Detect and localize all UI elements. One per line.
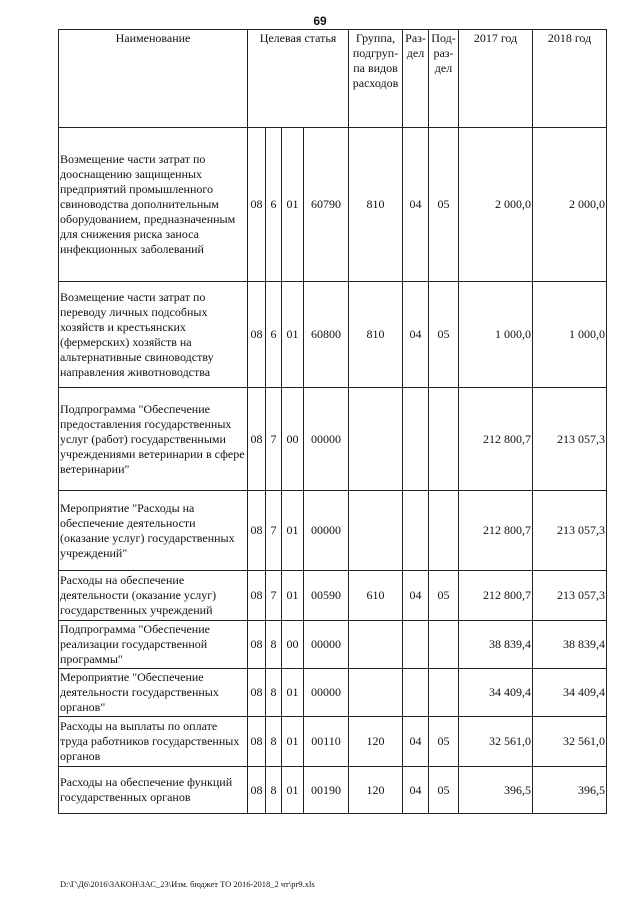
header-2017: 2017 год [459,30,533,128]
row-podrazdel [429,669,459,717]
row-target-direction: 00000 [304,388,349,491]
row-target-subprogram: 7 [266,491,282,571]
row-target-event: 01 [282,571,304,621]
header-name: Наименование [59,30,248,128]
row-razdel [403,669,429,717]
row-expense-group [349,491,403,571]
row-name: Расходы на выплаты по оплате труда работников государственных органов [59,717,248,767]
header-podrazdel: Под-раз-дел [429,30,459,128]
row-expense-group: 610 [349,571,403,621]
row-razdel [403,491,429,571]
row-amount-2018: 213 057,3 [533,388,607,491]
page-number: 69 [313,14,327,28]
row-target-program: 08 [248,669,266,717]
row-name: Мероприятие "Расходы на обеспечение деятельности (оказание услуг) государственных учреждений" [59,491,248,571]
row-amount-2018: 2 000,0 [533,128,607,282]
row-expense-group: 810 [349,128,403,282]
row-target-subprogram: 7 [266,388,282,491]
row-expense-group: 120 [349,767,403,814]
row-amount-2017: 212 800,7 [459,491,533,571]
row-amount-2018: 213 057,3 [533,491,607,571]
row-amount-2018: 213 057,3 [533,571,607,621]
row-target-direction: 00000 [304,669,349,717]
row-podrazdel: 05 [429,282,459,388]
row-amount-2018: 38 839,4 [533,621,607,669]
table-row [59,571,607,621]
row-target-subprogram: 6 [266,128,282,282]
row-expense-group [349,388,403,491]
row-amount-2018: 32 561,0 [533,717,607,767]
row-target-direction: 00110 [304,717,349,767]
row-target-event: 01 [282,128,304,282]
header-group: Группа, подгруп-па видов расходов [349,30,403,128]
row-target-subprogram: 8 [266,717,282,767]
row-target-subprogram: 7 [266,571,282,621]
row-target-program: 08 [248,491,266,571]
row-target-subprogram: 6 [266,282,282,388]
header-2018: 2018 год [533,30,607,128]
row-target-direction: 00190 [304,767,349,814]
table-row [59,767,607,814]
row-target-program: 08 [248,571,266,621]
row-name: Подпрограмма "Обеспечение реализации государственной программы" [59,621,248,669]
row-target-event: 00 [282,388,304,491]
row-amount-2017: 2 000,0 [459,128,533,282]
file-path-footer: D:\Г\Д6\2016\ЗАКОН\ЗАС_23\Изм. бюджет ТО 2016-2018_2 чт\pr9.xls [60,879,315,889]
table-body [59,128,607,814]
row-podrazdel [429,621,459,669]
row-podrazdel: 05 [429,717,459,767]
row-amount-2018: 396,5 [533,767,607,814]
row-target-program: 08 [248,128,266,282]
row-name: Возмещение части затрат по переводу личных подсобных хозяйств и крестьянских (фермерских) хозяйств на альтернативные свиноводству направления животноводства [59,282,248,388]
row-target-event: 01 [282,491,304,571]
row-podrazdel: 05 [429,571,459,621]
row-target-program: 08 [248,717,266,767]
row-target-event: 01 [282,282,304,388]
budget-table [58,29,607,814]
row-razdel: 04 [403,767,429,814]
row-target-program: 08 [248,621,266,669]
row-target-program: 08 [248,388,266,491]
row-amount-2017: 212 800,7 [459,571,533,621]
row-target-event: 01 [282,767,304,814]
row-target-direction: 00000 [304,491,349,571]
row-podrazdel: 05 [429,767,459,814]
row-amount-2017: 38 839,4 [459,621,533,669]
row-name: Мероприятие "Обеспечение деятельности государственных органов" [59,669,248,717]
row-amount-2017: 32 561,0 [459,717,533,767]
row-razdel: 04 [403,717,429,767]
table-header-row [59,30,607,128]
row-razdel [403,388,429,491]
row-target-event: 00 [282,621,304,669]
row-target-direction: 00000 [304,621,349,669]
row-target-subprogram: 8 [266,669,282,717]
row-razdel: 04 [403,571,429,621]
row-expense-group [349,621,403,669]
row-razdel: 04 [403,282,429,388]
row-name: Расходы на обеспечение деятельности (оказание услуг) государственных учреждений [59,571,248,621]
header-target: Целевая статья [248,30,349,128]
row-target-direction: 60790 [304,128,349,282]
row-expense-group: 810 [349,282,403,388]
row-target-direction: 60800 [304,282,349,388]
row-target-event: 01 [282,717,304,767]
table-row [59,669,607,717]
table-row [59,128,607,282]
row-name: Возмещение части затрат по дооснащению защищенных предприятий промышленного свиноводства дополнительным оборудованием, предназначенным для снижения риска заноса инфекционных заболеваний [59,128,248,282]
row-podrazdel [429,491,459,571]
row-target-subprogram: 8 [266,767,282,814]
row-razdel [403,621,429,669]
row-target-event: 01 [282,669,304,717]
row-podrazdel [429,388,459,491]
row-target-direction: 00590 [304,571,349,621]
row-amount-2017: 1 000,0 [459,282,533,388]
row-razdel: 04 [403,128,429,282]
row-target-program: 08 [248,767,266,814]
row-amount-2017: 396,5 [459,767,533,814]
row-target-subprogram: 8 [266,621,282,669]
table-row [59,621,607,669]
row-amount-2017: 34 409,4 [459,669,533,717]
row-target-program: 08 [248,282,266,388]
row-expense-group: 120 [349,717,403,767]
row-amount-2018: 34 409,4 [533,669,607,717]
row-amount-2017: 212 800,7 [459,388,533,491]
row-name: Расходы на обеспечение функций государственных органов [59,767,248,814]
table-row [59,491,607,571]
table-row [59,388,607,491]
table-row [59,717,607,767]
row-name: Подпрограмма "Обеспечение предоставления государственных услуг (работ) государственными учреждениями ветеринарии в сфере ветеринарии" [59,388,248,491]
row-amount-2018: 1 000,0 [533,282,607,388]
row-expense-group [349,669,403,717]
row-podrazdel: 05 [429,128,459,282]
header-razdel: Раз-дел [403,30,429,128]
table-row [59,282,607,388]
